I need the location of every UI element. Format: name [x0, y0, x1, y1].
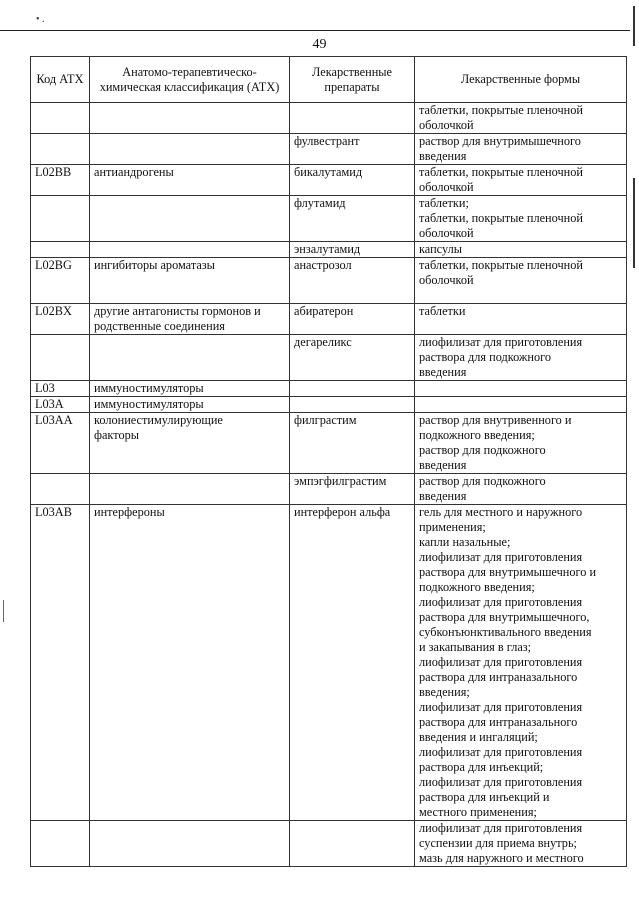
- table-row: [31, 103, 627, 134]
- form-line: таблетки, покрытые пленочной: [419, 258, 583, 272]
- table-row: [31, 505, 627, 821]
- form-line: введения: [419, 458, 467, 472]
- cell-drug: [290, 103, 415, 134]
- table-row: [31, 474, 627, 505]
- table-row: [31, 381, 627, 397]
- cell-classification: [90, 474, 290, 505]
- cell-code: L03: [31, 381, 90, 397]
- class-line: другие антагонисты гормонов и: [94, 304, 261, 318]
- cell-forms: [415, 381, 627, 397]
- cell-classification: [90, 304, 290, 335]
- form-line: местного применения;: [419, 805, 537, 819]
- cell-drug: филграстим: [290, 413, 415, 474]
- cell-drug: фулвестрант: [290, 134, 415, 165]
- cell-drug: абиратерон: [290, 304, 415, 335]
- class-line: колониестимулирующие: [94, 413, 223, 427]
- form-line: субконъюнктивального введения: [419, 625, 592, 639]
- cell-forms: [415, 258, 627, 304]
- cell-forms: [415, 413, 627, 474]
- class-line: антиандрогены: [94, 165, 174, 179]
- table-row: [31, 134, 627, 165]
- class-line: интерфероны: [94, 505, 165, 519]
- cell-drug: [290, 381, 415, 397]
- binding-edge-mark: [633, 178, 635, 268]
- cell-drug: бикалутамид: [290, 165, 415, 196]
- cell-classification: [90, 242, 290, 258]
- form-line: раствор для подкожного: [419, 474, 546, 488]
- form-line: таблетки: [419, 304, 466, 318]
- form-line: лиофилизат для приготовления: [419, 745, 583, 759]
- cell-code: [31, 134, 90, 165]
- table-row: [31, 413, 627, 474]
- form-line: введения: [419, 489, 467, 503]
- top-rule: [0, 30, 630, 31]
- form-line: применения;: [419, 520, 486, 534]
- form-line: подкожного введения;: [419, 580, 535, 594]
- form-line: лиофилизат для приготовления: [419, 775, 583, 789]
- cell-drug: [290, 397, 415, 413]
- cell-forms: [415, 505, 627, 821]
- atx-table: [30, 56, 627, 867]
- cell-code: [31, 335, 90, 381]
- class-line: иммуностимуляторы: [94, 397, 204, 411]
- form-line: введения;: [419, 685, 470, 699]
- cell-code: L02BG: [31, 258, 90, 304]
- scan-edge-mark: [3, 600, 4, 622]
- form-line: таблетки, покрытые пленочной: [419, 211, 583, 225]
- table-row: [31, 397, 627, 413]
- cell-forms: [415, 242, 627, 258]
- cell-code: L02BB: [31, 165, 90, 196]
- form-line: таблетки, покрытые пленочной: [419, 103, 583, 117]
- table-row: [31, 304, 627, 335]
- cell-forms: [415, 335, 627, 381]
- cell-forms: [415, 134, 627, 165]
- cell-code: L03AB: [31, 505, 90, 821]
- form-line: введения: [419, 365, 467, 379]
- form-line: раствора для инъекций и: [419, 790, 550, 804]
- cell-code: L02BX: [31, 304, 90, 335]
- header-code: Код АТХ: [31, 57, 90, 103]
- form-line: лиофилизат для приготовления: [419, 595, 583, 609]
- cell-drug: эмпэгфилграстим: [290, 474, 415, 505]
- cell-code: [31, 103, 90, 134]
- cell-code: [31, 821, 90, 867]
- form-line: таблетки;: [419, 196, 469, 210]
- header-forms: Лекарственные формы: [415, 57, 627, 103]
- cell-classification: [90, 413, 290, 474]
- form-line: раствора для интраназального: [419, 715, 578, 729]
- form-line: раствора для инъекций;: [419, 760, 544, 774]
- header-drugs: Лекарственные препараты: [290, 57, 415, 103]
- form-line: подкожного введения;: [419, 428, 535, 442]
- cell-classification: [90, 196, 290, 242]
- form-line: оболочкой: [419, 180, 474, 194]
- form-line: раствора для подкожного: [419, 350, 552, 364]
- form-line: раствора для интраназального: [419, 670, 578, 684]
- form-line: капли назальные;: [419, 535, 511, 549]
- cell-drug: анастрозол: [290, 258, 415, 304]
- table-header-row: [31, 57, 627, 103]
- form-line: оболочкой: [419, 118, 474, 132]
- cell-forms: [415, 196, 627, 242]
- form-line: оболочкой: [419, 226, 474, 240]
- cell-drug: флутамид: [290, 196, 415, 242]
- cell-drug: интерферон альфа: [290, 505, 415, 821]
- class-line: ингибиторы ароматазы: [94, 258, 215, 272]
- form-line: лиофилизат для приготовления: [419, 655, 583, 669]
- table-row: [31, 258, 627, 304]
- cell-drug: [290, 821, 415, 867]
- class-line: иммуностимуляторы: [94, 381, 204, 395]
- table-row: [31, 242, 627, 258]
- form-line: лиофилизат для приготовления: [419, 821, 583, 835]
- cell-forms: [415, 397, 627, 413]
- cell-forms: [415, 474, 627, 505]
- cell-classification: [90, 381, 290, 397]
- table-row: [31, 821, 627, 867]
- form-line: мазь для наружного и местного: [419, 851, 584, 865]
- binding-edge-mark: [633, 6, 635, 46]
- cell-code: [31, 196, 90, 242]
- corner-mark: • .: [36, 14, 45, 25]
- form-line: таблетки, покрытые пленочной: [419, 165, 583, 179]
- form-line: лиофилизат для приготовления: [419, 550, 583, 564]
- cell-forms: [415, 103, 627, 134]
- form-line: раствора для внутримышечного и: [419, 565, 597, 579]
- form-line: раствор для внутривенного и: [419, 413, 572, 427]
- cell-classification: [90, 258, 290, 304]
- table-row: [31, 335, 627, 381]
- table-row: [31, 196, 627, 242]
- form-line: капсулы: [419, 242, 462, 256]
- table-row: [31, 165, 627, 196]
- class-line: факторы: [94, 428, 140, 442]
- cell-drug: дегареликс: [290, 335, 415, 381]
- page-number: 49: [312, 37, 327, 52]
- cell-code: [31, 242, 90, 258]
- form-line: лиофилизат для приготовления: [419, 335, 583, 349]
- form-line: введения и ингаляций;: [419, 730, 538, 744]
- cell-classification: [90, 505, 290, 821]
- form-line: гель для местного и наружного: [419, 505, 583, 519]
- form-line: раствор для внутримышечного: [419, 134, 581, 148]
- cell-classification: [90, 103, 290, 134]
- cell-classification: [90, 165, 290, 196]
- cell-code: [31, 474, 90, 505]
- cell-forms: [415, 821, 627, 867]
- cell-classification: [90, 134, 290, 165]
- cell-drug: энзалутамид: [290, 242, 415, 258]
- form-line: суспензии для приема внутрь;: [419, 836, 577, 850]
- form-line: введения: [419, 149, 467, 163]
- header-classification: Анатомо-терапевтическо-химическая классификация (АТХ): [90, 57, 290, 103]
- cell-code: L03AA: [31, 413, 90, 474]
- form-line: раствора для внутримышечного,: [419, 610, 590, 624]
- form-line: лиофилизат для приготовления: [419, 700, 583, 714]
- cell-code: L03A: [31, 397, 90, 413]
- cell-classification: [90, 821, 290, 867]
- cell-classification: [90, 335, 290, 381]
- form-line: и закапывания в глаз;: [419, 640, 532, 654]
- form-line: оболочкой: [419, 273, 474, 287]
- cell-forms: [415, 165, 627, 196]
- form-line: раствор для подкожного: [419, 443, 546, 457]
- cell-forms: [415, 304, 627, 335]
- cell-classification: [90, 397, 290, 413]
- class-line: родственные соединения: [94, 319, 225, 333]
